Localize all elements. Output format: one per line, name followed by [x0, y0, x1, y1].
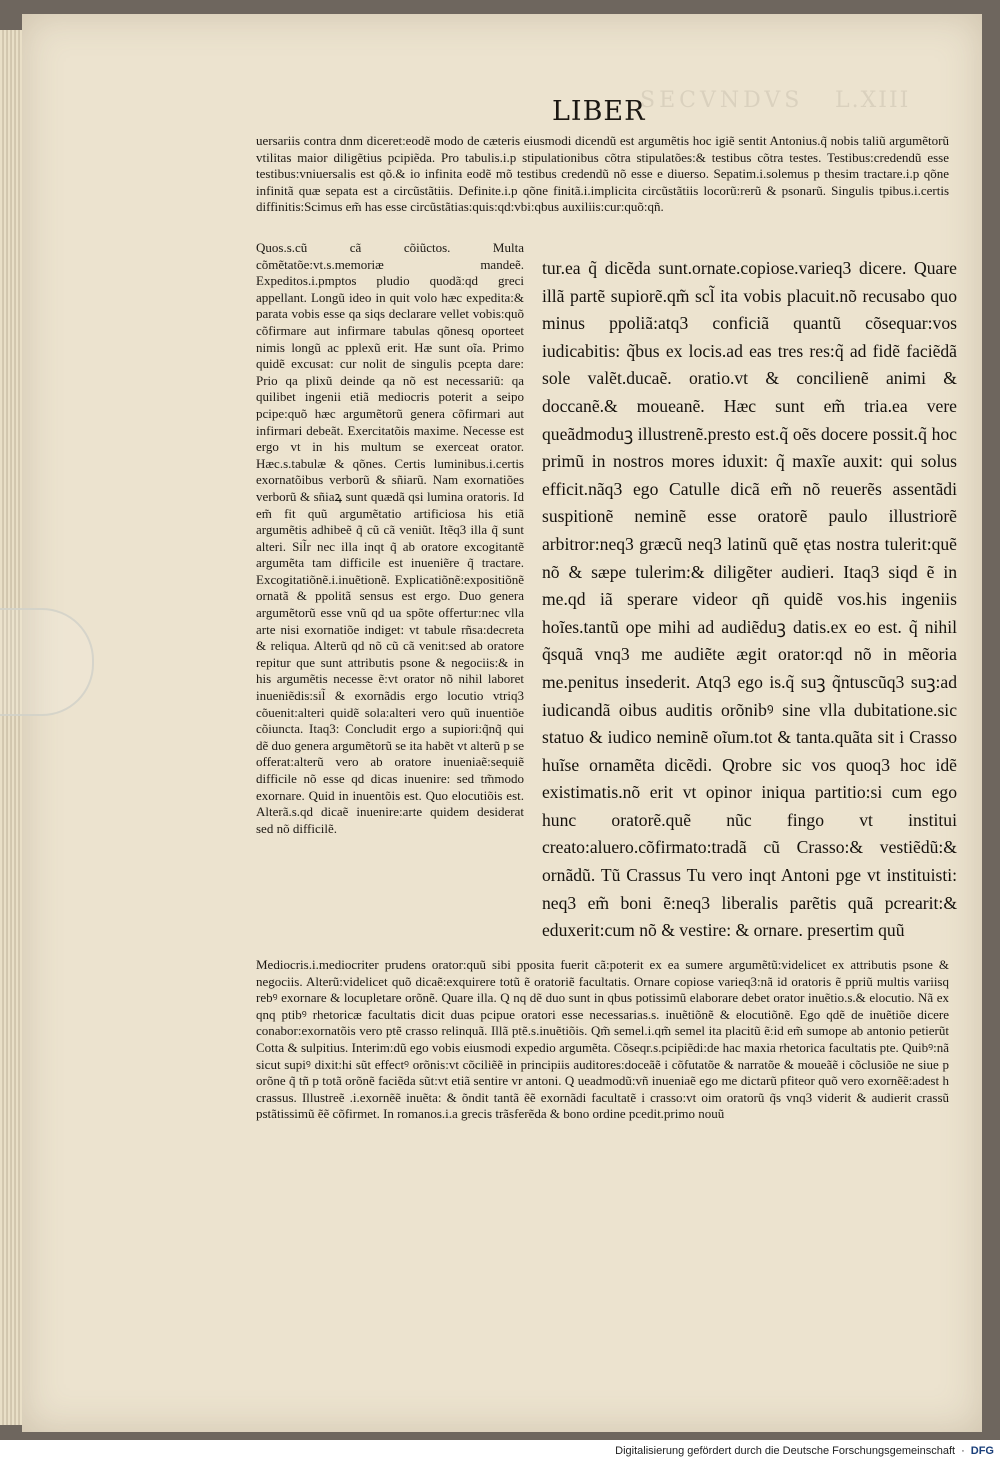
- bleed-through-header-right: L.XIII: [835, 88, 911, 113]
- footer-separator: ·: [961, 1445, 965, 1457]
- commentary-left-text: Quos.s.cũ cã cõiũctos. Multa cõmẽtatõe:vt.s.memoriæ mandeẽ. Expeditos.i.pmptos pludio quodã:qd greci appellant. Longũ ideo in quit volo hæc expedita:& parata vobis esse qa siqs declarare vellet vobis:quõ cõfirmare aut infirmare tabulas qõnesq oporteet nimis longũ ac pplexũ erit. Hæ sunt oĩa. Primo quidẽ excusat: cur nolit de singulis pcepta dare: Prio qa plixũ deinde qa nõ est necessariũ: qa quilibet ingenii etiã mediocris poterit a seipo pcipe:quõ hæc argumẽtorũ genera cõfirmari aut infirmari debeãt. Exercitatõis maxime. Necesse est ergo vt in his multum se exerceat orator. Hæc.s.tabulæ & qõnes. Certis luminibus.i.certis exornatõibus verborũ & sñiarũ. Nam exornatiões verborũ & sñiaꝝ sunt quædã qsi lumina oratoris. Id em̃ fit quũ argumẽtatio artificiosa his etiã argumẽtis adhibeẽ q̃ cũ cã veniũt. Itẽq3 illa q̃ sunt alteri. Sil̃r nec illa inqt q̃ ab oratore excogitantẽ argumẽta tam difficile est inueniẽre q̃ tractare. Excogitatiõnẽ.i.inuẽtionẽ. Explicatiõnẽ:expositiõnẽ ornatã & ppolitã sensus est ergo. Duo genera argumẽtorũ esse vnũ qd ua spõte offertur:nec vlla arte nisi exornatiõe indiget: vt tabule rñsa:decreta & reliqua. Alterũ qd nõ cũ cã venit:sed ab oratore repitur que sunt attributis psone & negociis:& in his argumẽtis necesse ẽ:vt orator nõ nihil laboret inueniẽdis:sil̃ & exornãdis ergo locutio vtriq3 cõuenit:alteri quidẽ sola:alteri vero quũ inuentiõe cõiuncta. Itaq3: Concludit ergo a supiori:q̃nq̃ qui dẽ duo genera argumẽtorũ se ita habẽt vt alterũ p se offerat:alterũ vero ab oratore inueniaẽ:sequiẽ difficile nõ esse qd dicas inuenire: sed tm̃modo exornare. Quid in inuentõis est. Quo elocutiõis est. Alterã.s.qd dicaẽ inuenire:arte quidem desiderat sed nõ difficilẽ.: [256, 240, 524, 836]
- commentary-bottom-text: Mediocris.i.mediocriter prudens orator:quũ sibi pposita fuerit cã:poterit ex ea sumere argumẽtũ:videlicet ex attributis psone & negociis. Alterũ:videlicet quõ dicaẽ:exquirere totũ ẽ oratoriẽ facultatis. Ornare copiose varieq3:nã id oratoris ẽ ppriũ multis variisq rebꝰ exornare & locupletare orõnẽ. Quare illa. Q nq dẽ duo sunt in qbus potissimũ elaborare debet orator inuẽtio.s.& elocutio. Nã ex qnq ptibꝰ rhetoricæ facultatis dicit duas pcipue oratori esse necessarias.s. inuẽtiõnẽ & elocutiõnẽ. Ego qdẽ de inuẽtiõe dicere conabor:exornatõis vero ptẽ crasso relinquã. Illã ptẽ.s.inuẽtiõis. Qm̃ semel.i.qm̃ semel ita placitũ ẽ:id em̃ sumope ab antonio petierũt Cotta & sulpitius. Interim:dũ ego vobis eiusmodi expedio argumẽta. Cõseqr.s.pcipiẽdi:de hac maxia rhetorica facultatis pte. Quibꝰ:nã sicut supiꝰ dixit:hi sũt effectꝰ orõnis:vt cõciliẽẽ in principiis auditores:doceãẽ i cõfutatõe & narratõe & moueãẽ i cõclusiõe ne siue p orõne q̃ tñ p totã orõnẽ faciẽda sũt:vt etiã sentire vr antoni. Q ueadmodũ:vñ inueniaẽ ego me dictarũ pfiteor quõ vero exornẽẽ:adest h crassus. Illustreẽ .i.exornẽẽ inuẽta: & õndit tantã ẽẽ exornãdi facultatẽ i crasso:vt oim oratorũ q̃s vnq3 viderit & audierit crassũ pstãtissimũ ẽẽ cõfirmet. In romanos.i.a grecis trãsferẽda & bono ordine pcedit.primo nouũ: [256, 957, 949, 1122]
- commentary-top-text: uersariis contra dnm diceret:eodẽ modo de cæteris eiusmodi dicendũ est argumẽtis hoc igiẽ sentit Antonius.q̃ nobis taliũ argumẽtorũ vtilitas maior diligẽtius pcipiẽda. Pro tabulis.i.p stipulationibus cõtra stipulatões:& testibus cõtra testes. Testibus:credendũ esse testibus:vniuersalis est qõ.& io infinita eodẽ mõ testibus credendũ nõ esse e diuerso. Sepatim.i.solemus p thesim tractare.i.p qõne infinitã quæ sepata est a circũstãtiis. Definite.i.p qõne finitã.i.implicita circũstãtiis locorũ:rerũ & psonarũ. Singulis tpibus.i.certis diffinitis:Scimus em̃ has esse circũstãtias:quis:qd:vbi:qbus auxiliis:cur:quõ:qñ.: [256, 133, 949, 215]
- running-header: LIBER: [552, 96, 646, 127]
- footer-credit: Digitalisierung gefördert durch die Deutsche Forschungsgemeinschaft: [615, 1445, 956, 1457]
- bleed-through-header-left: SECVNDVS: [640, 88, 804, 113]
- commentary-bottom: [256, 957, 949, 1123]
- main-text-column: [542, 255, 957, 945]
- main-text: tur.ea q̃ dicẽda sunt.ornate.copiose.varieq3 dicere. Quare illã partẽ supiorẽ.qm̃ scl̃ ita vobis placuit.nõ recusabo quo minus ppoliã:atq3 conficiã quantũ cõsequar:vos iudicabitis: q̃bus ex locis.ad eas tres res:q̃ ad fidẽ faciẽdã sole valẽt.ducaẽ. oratio.vt & concilienẽ animi & doccanẽ.& moueanẽ. Hæc sunt em̃ tria.ea vere queãdmoduꝫ illustrenẽ.presto est.q̃ oẽs docere possit.q̃ hoc primũ in nostros mores iduxit: q̃ maxĩe auxit: qui solus efficit.nãq3 ego Catulle dicã em̃ nõ reuerẽs assentãdi suspitionẽ neminẽ esse oratorẽ paulo illustriorẽ arbitror:neq3 græcũ neq3 latinũ quẽ ętas nostra tulerit:quẽ nõ & sæpe tulerim:& diligẽter audieri. Itaq3 siqd ẽ in me.qd iã sperare videor qñ quidẽ vos.his ingeniis hoĩes.tantũ ope mihi ad audiẽduꝫ datis.ex eo est. q̃ nihil q̃squã vnq3 me audiẽte ægit orator:qd nõ in mẽoria me.penitus insederit. Atq3 ego is.q̃ suꝫ q̃ntuscũq3 suꝫ:ad iudicandã oibus auditis orõnibꝰ sine vlla dubitatione.sic statuo & iudico neminẽ oĩum.tot & tanta.quãta sit i Crasso huĩse ornamẽta dicẽdi. Qrobre sic vos quoq3 hoc idẽ existimatis.nõ erit vt opinor iniqua partitio:si cum ego hunc oratorẽ.quẽ nũc fingo vt institui creato:aluero.cõfirmato:tradã cũ Crasso:& vestiẽdũ:& ornãdũ. Tũ Crassus Tu vero inqt Antoni pge vt instituisti: neq3 em̃ boni ẽ:neq3 liberalis parẽtis quã pcrearit:& eduxerit:cum nõ & vestire: & ornare. presertim quũ: [542, 258, 957, 941]
- dfg-logo: DFG: [970, 1445, 994, 1457]
- commentary-top: [256, 133, 949, 216]
- commentary-left-column: [256, 240, 524, 837]
- page-edges: [0, 30, 22, 1425]
- digitization-footer: [0, 1440, 1000, 1462]
